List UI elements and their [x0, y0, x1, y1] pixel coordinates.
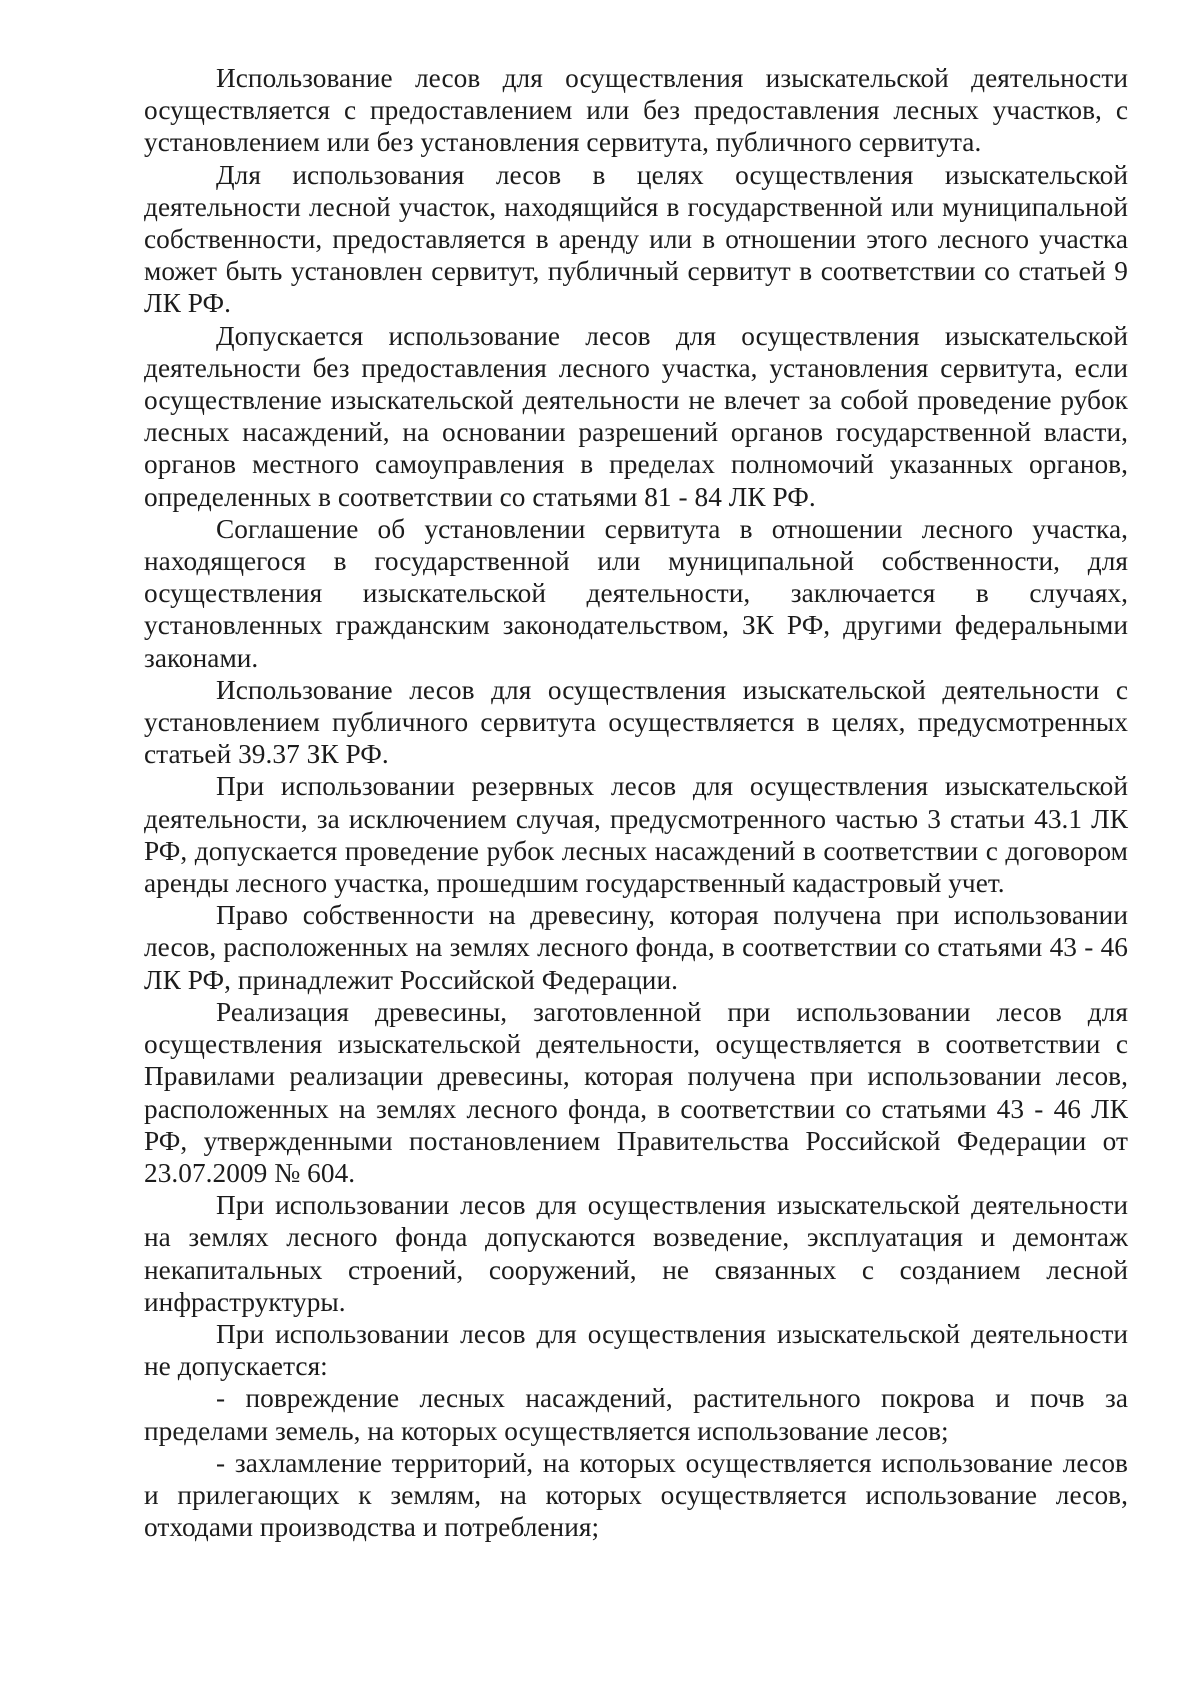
paragraph-wood-ownership: Право собственности на древесину, которая получена при использовании лесов, расположенных на землях лесного фонда, в соответствии со статьями 43 - 46 ЛК РФ, принадлежит Российской Федерации. — [144, 900, 1128, 995]
paragraph-reserve-forests: При использовании резервных лесов для осуществления изыскательской деятельности, за исключением случая, предусмотренного частью 3 статьи 43.1 ЛК РФ, допускается проведение рубок лесных насаждений в соответствии с договором аренды лесного участка, прошедшим государственный кадастровый учет. — [144, 771, 1128, 899]
paragraph-temporary-structures: При использовании лесов для осуществления изыскательской деятельности на землях лесного фонда допускаются возведение, эксплуатация и демонтаж некапитальных строений, сооружений, не связанных с созданием лесной инфраструктуры. — [144, 1190, 1128, 1317]
paragraph-easement-agreement: Соглашение об установлении сервитута в отношении лесного участка, находящегося в государственной или муниципальной собственности, для осуществления изыскательской деятельности, заключается в случаях, установленных гражданским законодательством, ЗК РФ, другими федеральными законами. — [144, 513, 1128, 673]
paragraph-prohibitions-intro: При использовании лесов для осуществления изыскательской деятельности не допускается: — [144, 1318, 1128, 1382]
document-body — [144, 62, 1128, 1543]
paragraph-public-easement: Использование лесов для осуществления изыскательской деятельности с установлением публичного сервитута осуществляется в целях, предусмотренных статьей 39.37 ЗК РФ. — [144, 674, 1128, 770]
paragraph-permission-without-plot: Допускается использование лесов для осуществления изыскательской деятельности без предоставления лесного участка, установления сервитута, если осуществление изыскательской деятельности не влечет за собой проведение рубок лесных насаждений, на основании разрешений органов государственной власти, органов местного самоуправления в пределах полномочий указанных органов, определенных в соответствии со статьями 81 - 84 ЛК РФ. — [144, 320, 1128, 512]
paragraph-wood-sale: Реализация древесины, заготовленной при использовании лесов для осуществления изыскательской деятельности, осуществляется в соответствии с Правилами реализации древесины, которая получена при использовании лесов, расположенных на землях лесного фонда, в соответствии со статьями 43 - 46 ЛК РФ, утвержденными постановлением Правительства Российской Федерации от 23.07.2009 № 604. — [144, 996, 1128, 1188]
paragraph-usage-of-forests: Использование лесов для осуществления изыскательской деятельности осуществляется с предоставлением или без предоставления лесных участков, с установлением или без установления сервитута, публичного сервитута. — [144, 63, 1128, 158]
list-item-littering: - захламление территорий, на которых осуществляется использование лесов и прилегающих к землям, на которых осуществляется использование лесов, отходами производства и потребления; — [144, 1447, 1128, 1543]
list-item-damage: - повреждение лесных насаждений, растительного покрова и почв за пределами земель, на которых осуществляется использование лесов; — [144, 1383, 1128, 1446]
paragraph-lease-or-easement: Для использования лесов в целях осуществления изыскательской деятельности лесной участок, находящийся в государственной или муниципальной собственности, предоставляется в аренду или в отношении этого лесного участка может быть установлен сервитут, публичный сервитут в соответствии со статьей 9 ЛК РФ. — [144, 159, 1128, 319]
